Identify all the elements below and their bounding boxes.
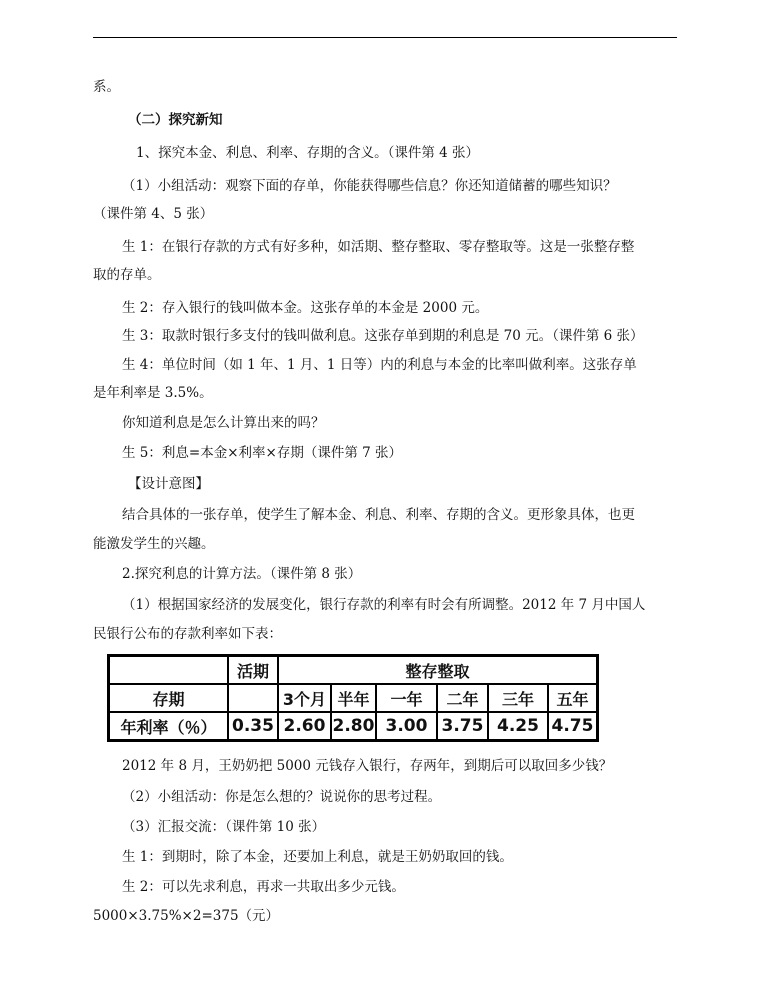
paragraph-line: 是年利率是 3.5%。 xyxy=(93,385,213,401)
rate-cell: 4.25 xyxy=(488,712,548,741)
table-cell-empty xyxy=(109,656,229,685)
paragraph-line: （3）汇报交流：（课件第 10 张） xyxy=(122,819,326,835)
paragraph-line: 结合具体的一张存单，使学生了解本金、利息、利率、存期的含义。更形象具体，也更 xyxy=(122,507,635,523)
term-cell: 3个月 xyxy=(278,684,331,712)
term-cell: 二年 xyxy=(437,684,488,712)
paragraph-line: 生 2：可以先求利息，再求一共取出多少元钱。 xyxy=(122,879,405,895)
table-header-fixed: 整存整取 xyxy=(278,656,598,685)
rate-cell: 0.35 xyxy=(228,712,278,741)
table-cell-empty xyxy=(228,684,278,712)
table-label-term: 存期 xyxy=(109,684,229,712)
rate-cell: 3.75 xyxy=(437,712,488,741)
paragraph-line: 生 2：存入银行的钱叫做本金。这张存单的本金是 2000 元。 xyxy=(122,300,489,316)
rate-cell: 4.75 xyxy=(548,712,598,741)
table-label-rate: 年利率（％） xyxy=(109,712,229,741)
interest-rate-table xyxy=(107,654,599,742)
paragraph-line: （1）小组活动：观察下面的存单，你能获得哪些信息？你还知道储蓄的哪些知识？ xyxy=(122,178,617,194)
table-header-demand: 活期 xyxy=(228,656,278,685)
paragraph-line: 1、探究本金、利息、利率、存期的含义。（课件第 4 张） xyxy=(136,145,480,161)
section-heading: （二）探究新知 xyxy=(128,112,223,128)
section-heading: 【设计意图】 xyxy=(128,476,209,492)
paragraph-line: （2）小组活动：你是怎么想的？说说你的思考过程。 xyxy=(122,789,442,805)
paragraph-line: 2012 年 8 月，王奶奶把 5000 元钱存入银行，存两年，到期后可以取回多少钱？ xyxy=(122,758,613,774)
paragraph-line: 5000×3.75%×2=375（元） xyxy=(93,908,280,924)
paragraph-line: 系。 xyxy=(93,79,120,95)
paragraph-line: 能激发学生的兴趣。 xyxy=(93,536,215,552)
paragraph-line: 生 3：取款时银行多支付的钱叫做利息。这张存单到期的利息是 70 元。（课件第 6 张） xyxy=(122,328,644,344)
paragraph-line: 生 1：在银行存款的方式有好多种，如活期、整存整取、零存整取等。这是一张整存整 xyxy=(122,239,635,255)
term-cell: 三年 xyxy=(488,684,548,712)
paragraph-line: 民银行公布的存款利率如下表： xyxy=(93,626,282,642)
paragraph-line: 生 4：单位时间（如 1 年、1 月、1 日等）内的利息与本金的比率叫做利率。这张存单 xyxy=(122,357,637,373)
paragraph-line: 生 5：利息=本金×利率×存期（课件第 7 张） xyxy=(122,445,402,461)
term-cell: 五年 xyxy=(548,684,598,712)
paragraph-line: 2.探究利息的计算方法。（课件第 8 张） xyxy=(122,566,362,582)
rate-cell: 2.80 xyxy=(331,712,376,741)
paragraph-line: （课件第 4、5 张） xyxy=(93,206,214,222)
paragraph-line: （1）根据国家经济的发展变化，银行存款的利率有时会有所调整。2012 年 7 月中国人 xyxy=(122,597,646,613)
paragraph-line: 取的存单。 xyxy=(93,267,161,283)
rate-cell: 3.00 xyxy=(376,712,437,741)
term-cell: 一年 xyxy=(376,684,437,712)
header-rule xyxy=(93,37,677,38)
paragraph-line: 你知道利息是怎么计算出来的吗？ xyxy=(122,415,325,431)
paragraph-line: 生 1：到期时，除了本金，还要加上利息，就是王奶奶取回的钱。 xyxy=(122,849,513,865)
term-cell: 半年 xyxy=(331,684,376,712)
rate-cell: 2.60 xyxy=(278,712,331,741)
